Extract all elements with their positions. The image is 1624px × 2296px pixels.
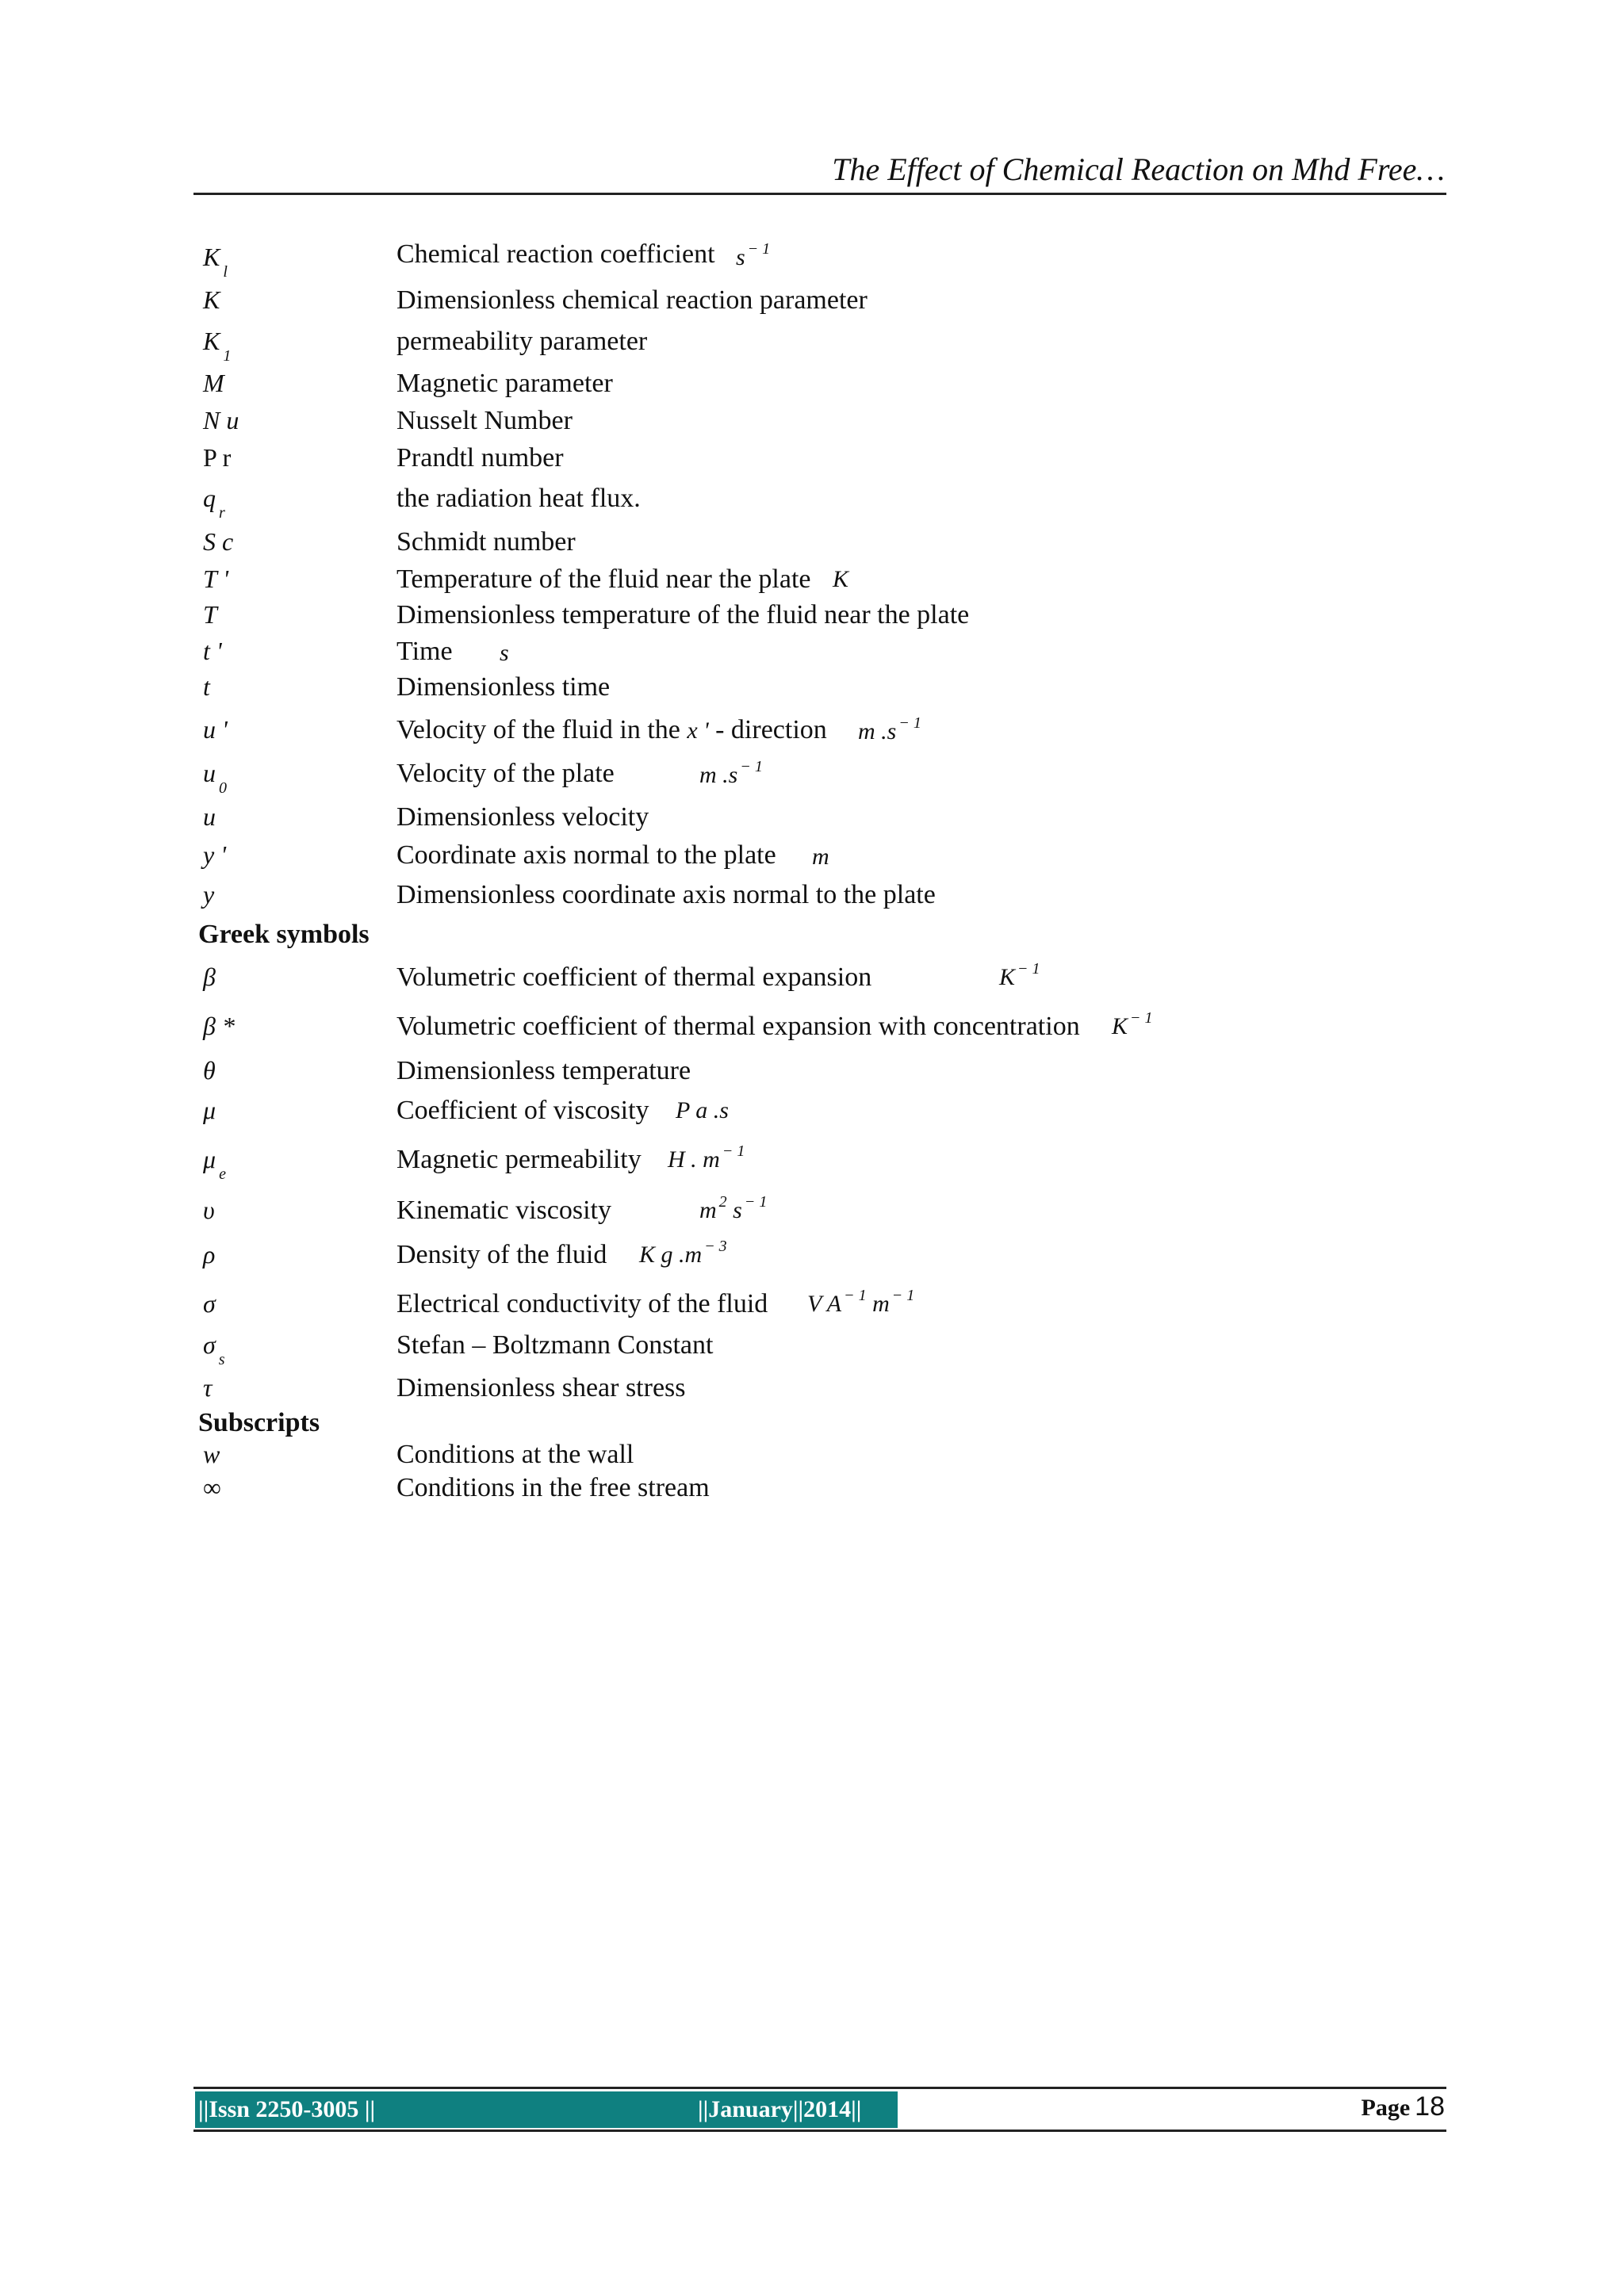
unit: m .s $^{- 1}$ <box>699 758 763 788</box>
symbol: K <box>203 327 220 355</box>
subscripts-heading: Subscripts <box>198 1408 320 1437</box>
description: Conditions in the free stream <box>396 1473 710 1502</box>
footer-issn: ||Issn 2250-3005 || <box>198 2096 376 2122</box>
symbol-subscript: s <box>218 1351 225 1368</box>
description: Electrical conductivity of the fluid <box>396 1289 768 1318</box>
symbol-subscript: 0 <box>219 779 227 797</box>
description: Dimensionless shear stress <box>396 1373 686 1402</box>
symbol: S c <box>203 527 234 556</box>
description: permeability parameter <box>396 327 648 356</box>
running-header-title: The Effect of Chemical Reaction on Mhd Free… <box>832 151 1445 187</box>
description: Stefan – Boltzmann Constant <box>396 1330 714 1360</box>
symbol: θ <box>203 1056 216 1085</box>
symbol: M <box>203 369 224 397</box>
unit: H . m $^{- 1}$ <box>668 1142 745 1173</box>
description: Dimensionless time <box>396 672 611 702</box>
footer-rule-bottom <box>193 2130 1446 2132</box>
unit: m .s $^{- 1}$ <box>858 714 921 744</box>
symbol: σ <box>203 1289 216 1318</box>
symbol: q <box>203 484 216 512</box>
symbol-subscript: l <box>223 263 228 281</box>
description: Dimensionless coordinate axis normal to the plate <box>396 880 936 909</box>
unit: K $^{- 1}$ <box>999 960 1040 990</box>
symbol: u <box>203 759 216 787</box>
footer-rule-top <box>193 2087 1446 2089</box>
symbol: σ <box>203 1330 216 1359</box>
symbol: w <box>203 1440 220 1468</box>
description: Velocity of the plate <box>396 759 615 788</box>
unit: K <box>833 566 849 592</box>
description: Dimensionless velocity <box>396 802 649 832</box>
description: Conditions at the wall <box>396 1440 634 1469</box>
unit: m <box>812 844 829 870</box>
symbol: ∞ <box>203 1473 221 1502</box>
description: Time <box>396 637 453 666</box>
footer-date: ||January||2014|| <box>698 2096 862 2122</box>
unit: m $^2$ s $^{- 1}$ <box>699 1193 768 1223</box>
symbol: t ' <box>203 637 222 665</box>
unit: P a .s <box>676 1097 729 1123</box>
symbol: K <box>203 285 220 314</box>
description: Volumetric coefficient of thermal expansion <box>396 962 872 992</box>
description: Prandtl number <box>396 443 564 473</box>
description: Dimensionless temperature of the fluid near the plate <box>396 600 970 629</box>
symbol: u <box>203 802 216 831</box>
description: Nusselt Number <box>396 406 573 435</box>
symbol: τ <box>203 1373 213 1402</box>
symbol: υ <box>203 1196 215 1224</box>
description: Volumetric coefficient of thermal expansion with concentration <box>396 1012 1080 1041</box>
description: Schmidt number <box>396 527 576 557</box>
description: Chemical reaction coefficient <box>396 239 715 269</box>
description: Coordinate axis normal to the plate <box>396 840 776 870</box>
description: Temperature of the fluid near the plate <box>396 564 811 594</box>
symbol-subscript: r <box>219 504 225 522</box>
symbol: K <box>203 243 220 271</box>
description: Magnetic parameter <box>396 369 613 398</box>
symbol: y <box>203 880 215 909</box>
unit: K g .m $^{- 3}$ <box>639 1238 727 1268</box>
symbol: P r <box>203 443 232 472</box>
page-number: Page 18 <box>1361 2091 1445 2122</box>
unit: s <box>500 640 509 666</box>
symbol: μ <box>203 1145 216 1173</box>
symbol: β <box>203 962 216 991</box>
unit: V A $^{- 1}$ m $^{- 1}$ <box>807 1287 915 1317</box>
description: Dimensionless chemical reaction parameter <box>396 285 868 315</box>
description: Density of the fluid <box>396 1240 607 1269</box>
symbol: N u <box>203 406 239 434</box>
unit: K $^{- 1}$ <box>1112 1009 1153 1039</box>
description: Kinematic viscosity <box>396 1196 612 1225</box>
symbol-subscript: 1 <box>223 347 232 365</box>
symbol: T <box>203 600 217 629</box>
description: Coefficient of viscosity <box>396 1096 649 1125</box>
description: Velocity of the fluid in the x ' - direction <box>396 715 827 744</box>
description: Magnetic permeability <box>396 1145 642 1174</box>
symbol: T ' <box>203 564 229 593</box>
greek-symbols-heading: Greek symbols <box>198 920 370 949</box>
symbol: u ' <box>203 715 228 744</box>
unit: s $^{- 1}$ <box>736 240 771 270</box>
symbol: y ' <box>203 840 227 869</box>
symbol: μ <box>203 1096 216 1124</box>
symbol-subscript: e <box>219 1165 226 1183</box>
symbol: t <box>203 672 210 701</box>
symbol: β * <box>203 1012 235 1040</box>
description: Dimensionless temperature <box>396 1056 691 1085</box>
description: the radiation heat flux. <box>396 484 641 513</box>
symbol: ρ <box>203 1240 216 1269</box>
